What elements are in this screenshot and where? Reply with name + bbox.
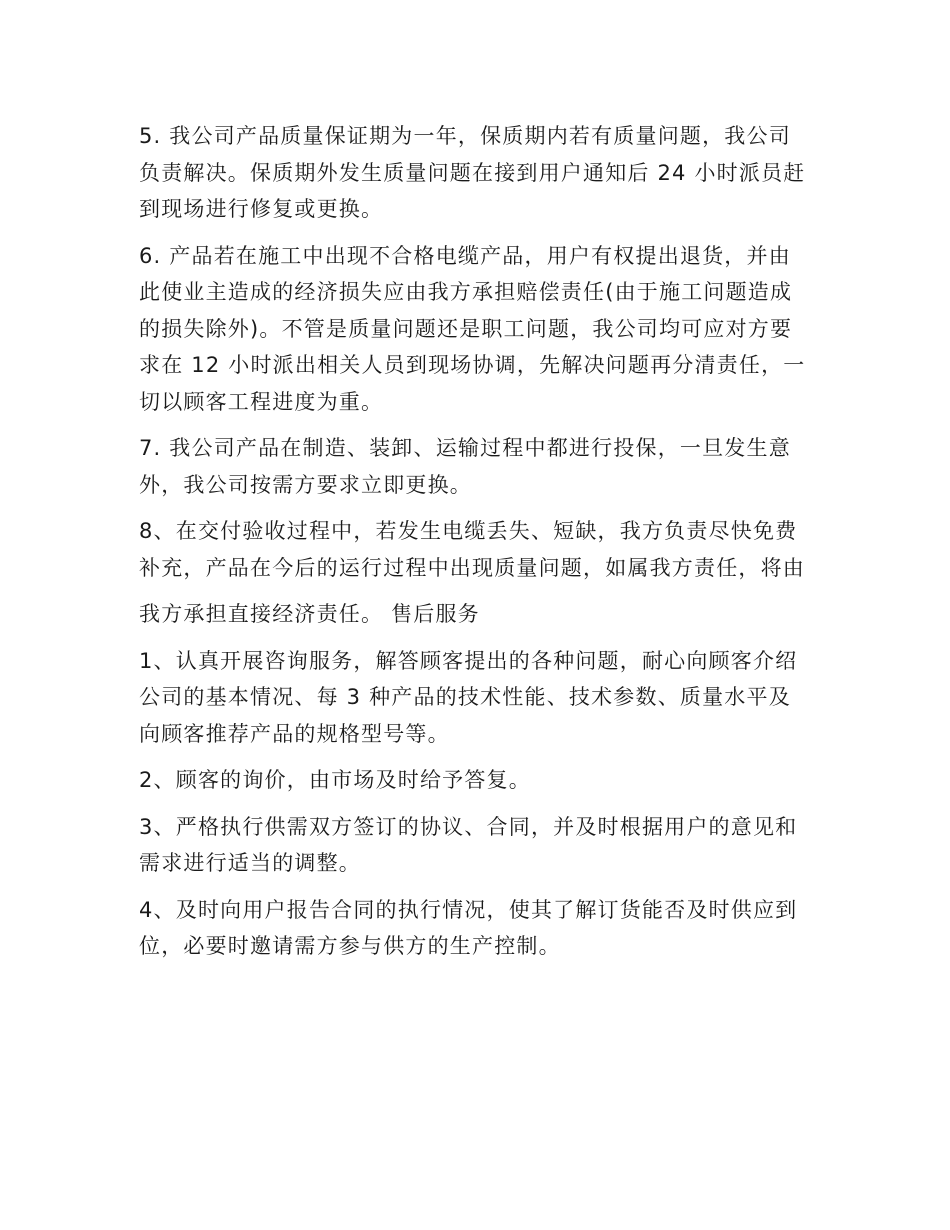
paragraph-consulting-service: 1、认真开展咨询服务，解答顾客提出的各种问题，耐心向顾客介绍公司的基本情况、每 3 种产品的技术性能、技术参数、质量水平及向顾客推荐产品的规格型号等。 <box>139 648 798 746</box>
paragraph-defective-return: 6. 产品若在施工中出现不合格电缆产品，用户有权提出退货，并由此使业主造成的经济损失应由我方承担赔偿责任(由于施工问题造成的损失除外)。不管是质量问题还是职工问题，我公司均可应对方要求在 12 小时派出相关人员到现场协调，先解决问题再分清责任，一切以顾客工程进度为重。 <box>139 243 806 414</box>
paragraph-warranty-period: 5. 我公司产品质量保证期为一年，保质期内若有质量问题，我公司负责解决。保质期外发生质量问题在接到用户通知后 24 小时派员赶到现场进行修复或更换。 <box>139 124 806 221</box>
paragraph-delivery-acceptance: 8、在交付验收过程中，若发生电缆丢失、短缺，我方负责尽快免费补充，产品在今后的运行过程中出现质量问题，如属我方责任，将由 <box>139 519 805 580</box>
paragraph-transport-insurance: 7. 我公司产品在制造、装卸、运输过程中都进行投保，一旦发生意外，我公司按需方要求立即更换。 <box>139 436 791 497</box>
paragraph-price-inquiry: 2、顾客的询价，由市场及时给予答复。 <box>139 768 531 792</box>
paragraph-after-sales-heading: 我方承担直接经济责任。 售后服务 <box>139 602 480 626</box>
paragraph-contract-report: 4、及时向用户报告合同的执行情况，使其了解订货能否及时供应到位，必要时邀请需方参与供方的生产控制。 <box>139 897 798 958</box>
document-body <box>139 118 811 975</box>
paragraph-contract-execution: 3、严格执行供需双方签订的协议、合同，并及时根据用户的意见和需求进行适当的调整。 <box>139 814 798 875</box>
